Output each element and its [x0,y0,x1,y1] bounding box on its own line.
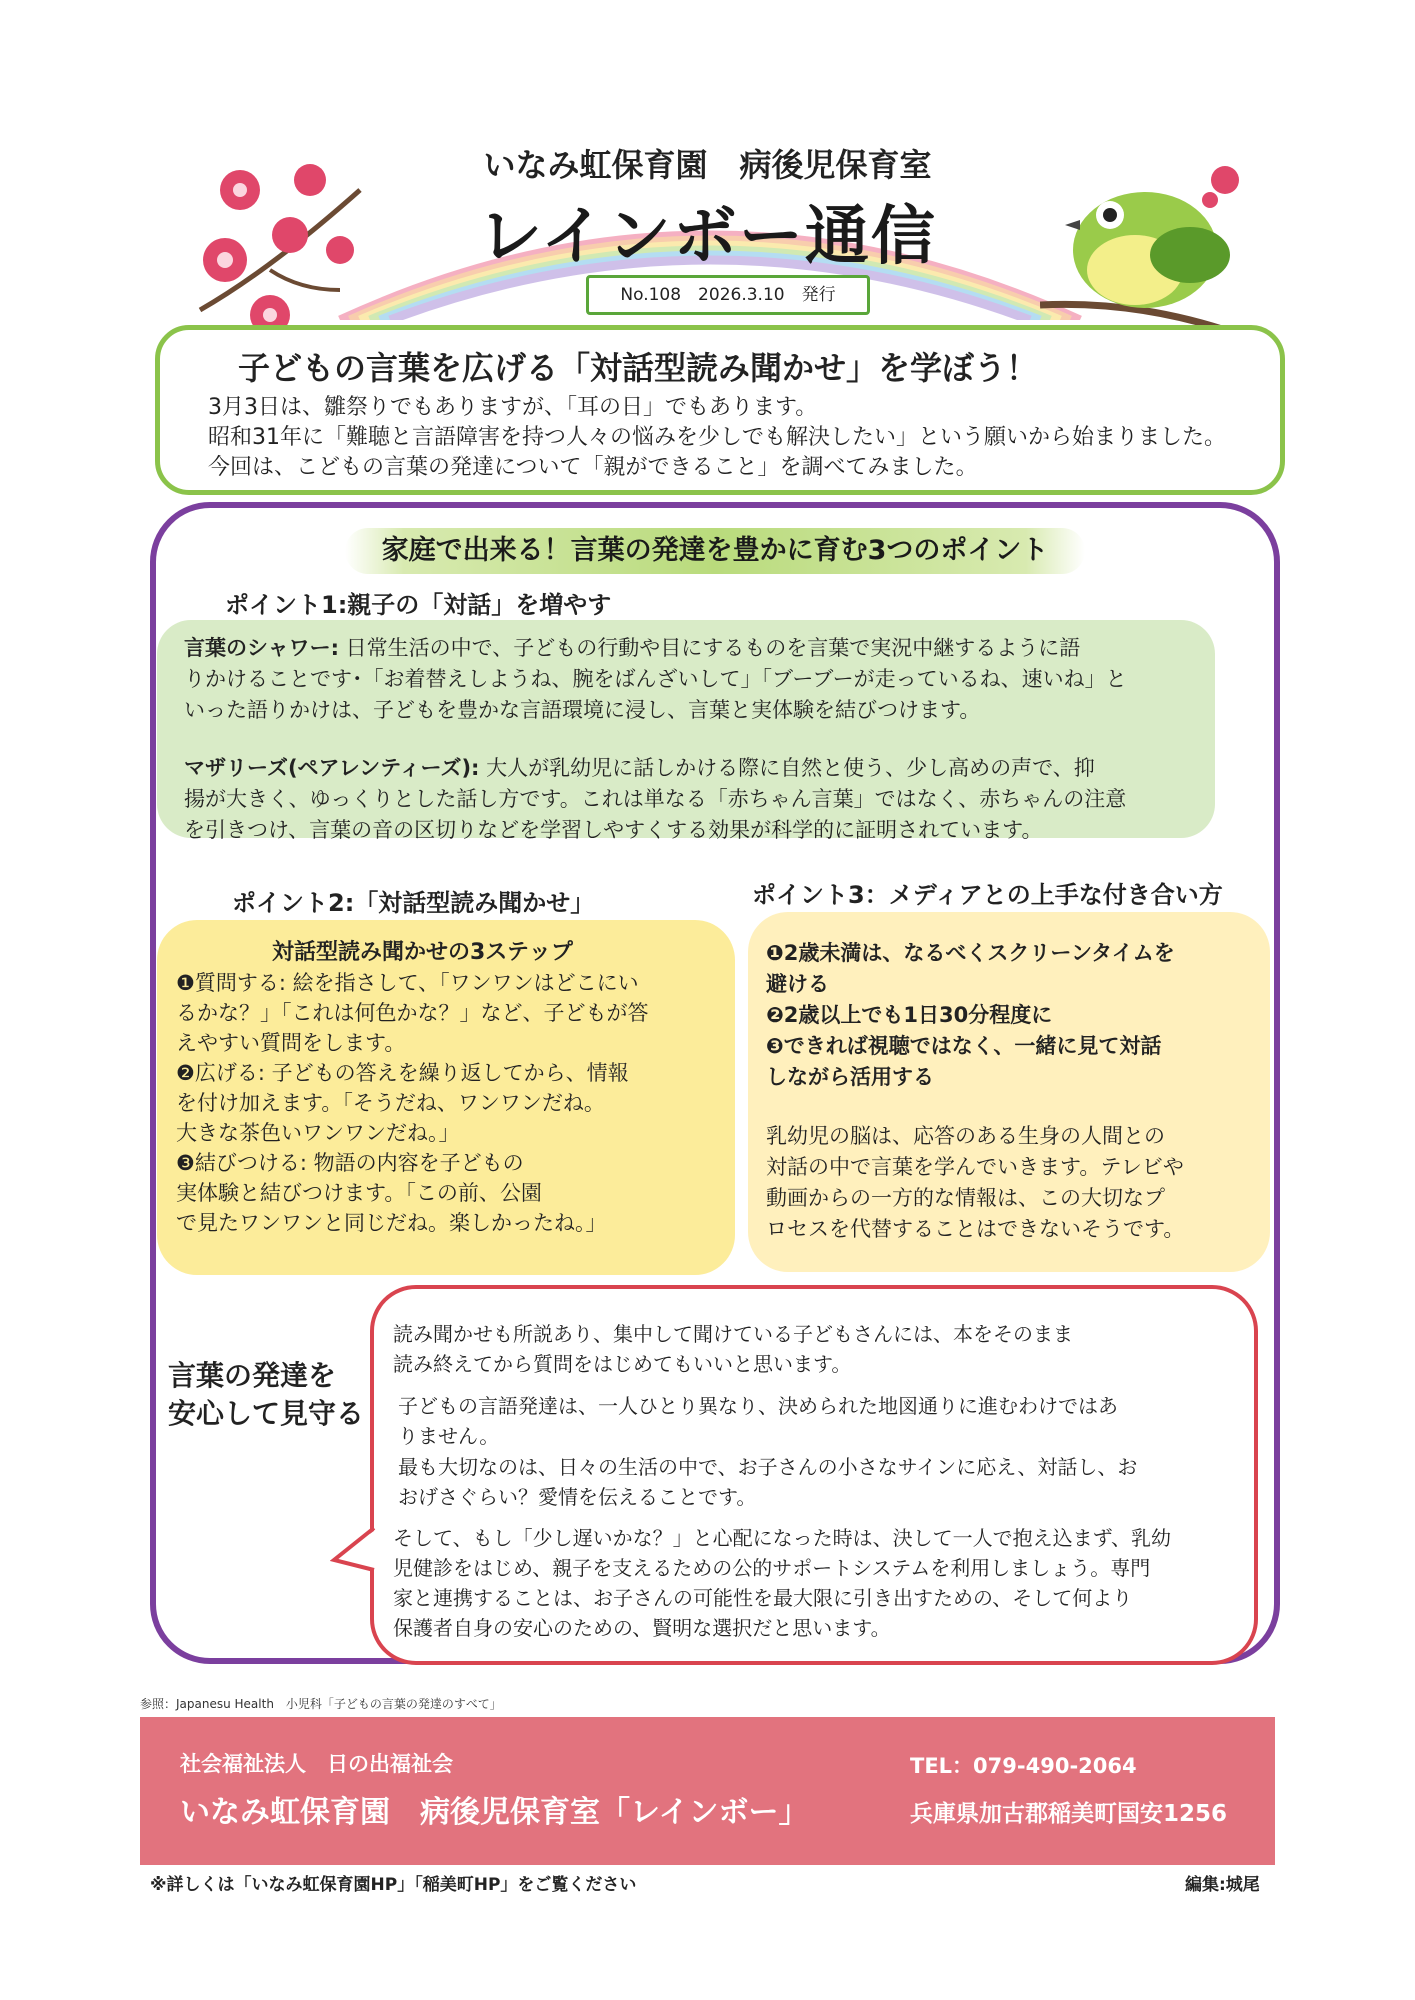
footer-tel: TEL：079-490-2064 [910,1754,1137,1778]
point1-motherese-line: 揚が大きく、ゆっくりとした話し方です。これは単なる「赤ちゃん言葉」ではなく、赤ちゃんの注意 [184,787,1127,811]
advice-line: おげさぐらい？愛情を伝えることです。 [398,1485,757,1509]
point2-subtitle: 対話型読み聞かせの3ステップ [272,940,573,965]
point3-body: ロセスを代替することはできないそうです。 [766,1217,1185,1241]
point1-shower-line: りかけることです･「お着替えしようね、腕をばんざいして」「ブーブーが走っているね、速いね」と [184,667,1127,691]
footer-name: いなみ虹保育園 病後児保育室「レインボー」 [180,1795,809,1830]
advice-line: 児健診をはじめ、親子を支えるための公的サポートシステムを利用しましょう。専門 [393,1556,1151,1580]
footer-address: 兵庫県加古郡稲美町国安1256 [910,1801,1228,1827]
advice-line: りません。 [398,1424,500,1448]
points-banner: 家庭で出来る！言葉の発達を豊かに育む3つのポイント [345,528,1085,574]
advice-line: 子どもの言語発達は、一人ひとり異なり、決められた地図通りに進むわけではあ [398,1394,1118,1418]
point1-motherese-line: を引きつけ、言葉の音の区切りなどを学習しやすくする効果が科学的に証明されています。 [184,818,1043,842]
advice-line: 最も大切なのは、日々の生活の中で、お子さんの小さなサインに応え、対話し、お [398,1455,1138,1479]
reassure-title: 安心して見守る [168,1397,365,1430]
footer-note: ※詳しくは「いなみ虹保育園HP」「稲美町HP」をご覧ください [150,1875,637,1895]
point3-list-item: ❶2歳未満は、なるべくスクリーンタイムを [766,941,1175,965]
point3-title: ポイント3：メディアとの上手な付き合い方 [752,881,1223,909]
point3-list-item: ❸できれば視聴ではなく、一緒に見て対話 [766,1034,1162,1058]
point3-body: 動画からの一方的な情報は、この大切なプ [766,1186,1165,1210]
advice-line: 読み終えてから質問をはじめてもいいと思います。 [393,1352,852,1376]
newsletter-title: レインボー通信 [478,200,937,274]
point2-line: 大きな茶色いワンワンだね。」 [176,1121,460,1145]
reference-note: 参照：Japanesu Health 小児科「子どもの言葉の発達のすべて」 [140,1697,502,1711]
intro-heading: 子どもの言葉を広げる「対話型読み聞かせ」を学ぼう！ [238,349,1039,387]
header-organization: いなみ虹保育園 病後児保育室 [483,146,932,184]
intro-line: 今回は、こどもの言葉の発達について「親ができること」を調べてみました。 [208,455,978,480]
issue-info: No.108 2026.3.10 発行 [586,275,870,315]
point2-line: ❷広げる: 子どもの答えを繰り返してから、情報 [176,1061,629,1085]
point3-list-item: 避ける [766,972,829,996]
point3-list-item: ❷2歳以上でも1日30分程度に [766,1003,1053,1027]
intro-line: 昭和31年に「難聴と言語障害を持つ人々の悩みを少しでも解決したい」という願いから始まりました。 [208,425,1226,450]
term-motherese: マザリーズ(ペアレンティーズ): [184,756,480,780]
speech-bubble-tail [330,1520,380,1580]
point2-title: ポイント2:「対話型読み聞かせ」 [232,889,595,917]
point1-title: ポイント1:親子の「対話」を増やす [225,591,612,619]
editor-credit: 編集:城尾 [1185,1875,1260,1895]
shower-text: 日常生活の中で、子どもの行動や目にするものを言葉で実況中継するように語 [338,636,1081,660]
point3-body: 乳幼児の脳は、応答のある生身の人間との [766,1124,1165,1148]
point3-list-item: しながら活用する [766,1065,934,1089]
intro-line: 3月3日は、雛祭りでもありますが、「耳の日」でもあります。 [208,395,818,420]
term-word-shower: 言葉のシャワー: [184,636,339,660]
advice-line: 家と連携することは、お子さんの可能性を最大限に引き出すための、そして何より [393,1586,1133,1610]
advice-line: そして、もし「少し遅いかな？」と心配になった時は、決して一人で抱え込まず、乳幼 [393,1526,1171,1550]
point3-body: 対話の中で言葉を学んでいきます。テレビや [766,1155,1184,1179]
point1-shower-line: いった語りかけは、子どもを豊かな言語環境に浸し、言葉と実体験を結びつけます。 [184,698,981,722]
reassure-title: 言葉の発達を [168,1359,337,1392]
point2-line: るかな？」「これは何色かな？」など、子どもが答 [176,1001,649,1025]
point2-line: ❸結びつける: 物語の内容を子どもの [176,1151,524,1175]
footer-corp: 社会福祉法人 日の出福祉会 [180,1752,453,1776]
motherese-text: 大人が乳幼児に話しかける際に自然と使う、少し高めの声で、抑 [479,756,1095,780]
point1-motherese-line [184,752,1095,782]
point2-line: を付け加えます。「そうだね、ワンワンだね。 [176,1091,605,1115]
point2-line: で見たワンワンと同じだね。楽しかったね。」 [176,1211,607,1235]
advice-line: 読み聞かせも所説あり、集中して聞けている子どもさんには、本をそのまま [393,1322,1073,1346]
point2-line: ❶質問する: 絵を指さして、「ワンワンはどこにい [176,971,639,995]
advice-line: 保護者自身の安心のための、賢明な選択だと思います。 [393,1616,891,1640]
point2-line: えやすい質問をします。 [176,1031,406,1055]
point1-shower-line [184,632,1080,662]
point2-line: 実体験と結びつけます。「この前、公園 [176,1181,542,1205]
